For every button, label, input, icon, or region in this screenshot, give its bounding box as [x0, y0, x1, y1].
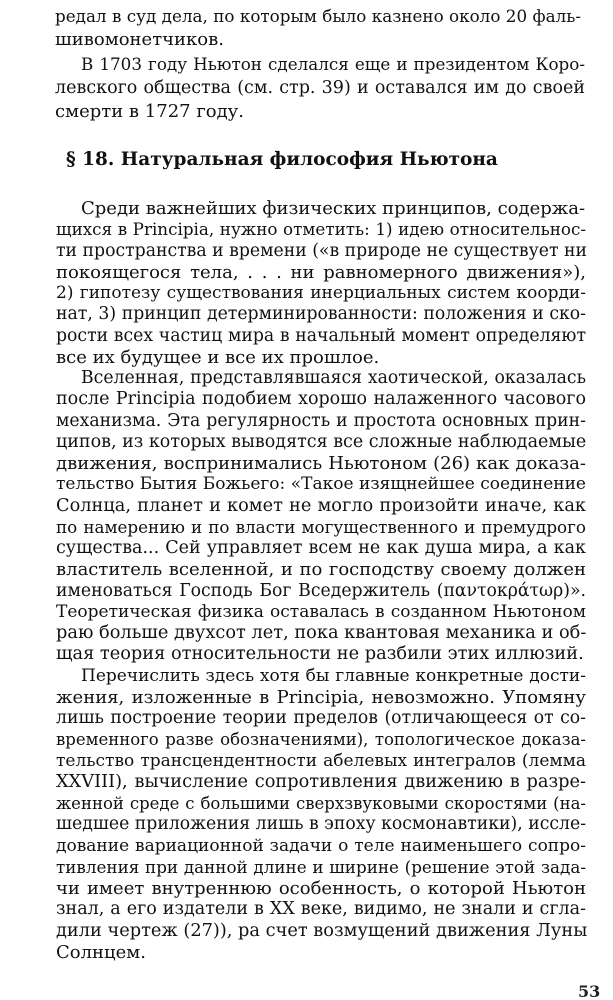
text-line: по намерению и по власти могущественного и премудрого: [56, 517, 586, 537]
text-line: жения, изложенные в Principia, невозможно. Упомяну: [56, 687, 586, 708]
text-line: чи имеет внутреннюю особенность, о которой Ньютон: [56, 878, 586, 899]
text-line: временного разве обозначениями), топологическое доказа-: [56, 730, 586, 749]
page-number: 53: [578, 983, 601, 1000]
text-line: тельство трансцендентности абелевых интегралов (лемма: [56, 751, 586, 771]
text-line: Вселенная, представлявшаяся хаотической, оказалась: [81, 368, 586, 388]
text-line: движения, воспринимались Ньютоном (26) как доказа-: [56, 453, 586, 474]
text-line: механизма. Эта регулярность и простота основных прин-: [56, 411, 586, 431]
text-line: все их будущее и все их прошлое.: [56, 347, 380, 368]
text-line: Теоретическая физика оставалась в созданном Ньютоном: [56, 602, 586, 622]
text-line: шивомонетчиков.: [55, 29, 224, 50]
text-line: щая теория относительности не разбили этих иллюзий.: [56, 644, 584, 664]
text-line: В 1703 году Ньютон сделался еще и президентом Коро-: [81, 54, 585, 74]
text-line: смерти в 1727 году.: [55, 101, 244, 122]
text-line: властитель вселенной, и по господству своему должен: [56, 559, 586, 580]
text-line: нат, 3) принцип детерминированности: положения и ско-: [56, 304, 586, 324]
text-line: щихся в Principia, нужно отметить: 1) идею относительнос-: [56, 219, 586, 239]
text-line: левского общества (см. стр. 39) и оставался им до своей: [55, 78, 585, 98]
text-line: раю больше двухсот лет, пока квантовая механика и об-: [56, 623, 587, 643]
text-line: тельство Бытия Божьего: «Такое изящнейшее соединение: [56, 474, 586, 494]
text-line: знал, а его издатели в XX веке, видимо, не знали и сгла-: [56, 899, 586, 919]
text-line: женной среде с большими сверхзвуковыми скоростями (на-: [56, 794, 586, 813]
text-line: XXVIII), вычисление сопротивления движению в разре-: [56, 772, 586, 792]
text-line: Солнца, планет и комет не могло произойти иначе, как: [56, 496, 586, 516]
text-line: лишь построение теории пределов (отличающееся от со-: [56, 708, 586, 728]
text-line: Солнцем.: [56, 942, 146, 963]
text-line: ти пространства и времени («в природе не существует ни: [56, 241, 588, 261]
text-line: ципов, из которых выводятся все сложные наблюдаемые: [56, 432, 587, 452]
text-line: редал в суд дела, по которым было казнено около 20 фаль-: [55, 6, 581, 26]
text-line: 2) гипотезу существования инерциальных систем коорди-: [56, 283, 586, 303]
text-line: тивления при данной длине и ширине (решение этой зада-: [56, 857, 586, 877]
text-line: Среди важнейших физических принципов, содержа-: [81, 198, 586, 219]
text-line: существа... Сей управляет всем не как душа мира, а как: [56, 538, 586, 558]
text-line: дование вариационной задачи о теле наименьшего сопро-: [56, 836, 586, 856]
text-line: Перечислить здесь хотя бы главные конкретные дости-: [81, 666, 586, 686]
text-line: рости всех частиц мира в начальный момент определяют: [56, 326, 586, 346]
section-heading: § 18. Натуральная философия Ньютона: [66, 149, 498, 170]
text-line: именоваться Господь Бог Вседержитель (παντοκράτωρ)».: [56, 581, 586, 601]
text-line: после Principia подобием хорошо налаженного часового: [56, 389, 586, 409]
text-line: покоящегося тела, . . . ни равномерного движения»),: [56, 262, 586, 283]
text-line: шедшее приложения лишь в эпоху космонавтики), иссле-: [56, 814, 587, 834]
text-line: дили чертеж (27)), ра счет возмущений движения Луны: [56, 921, 588, 941]
